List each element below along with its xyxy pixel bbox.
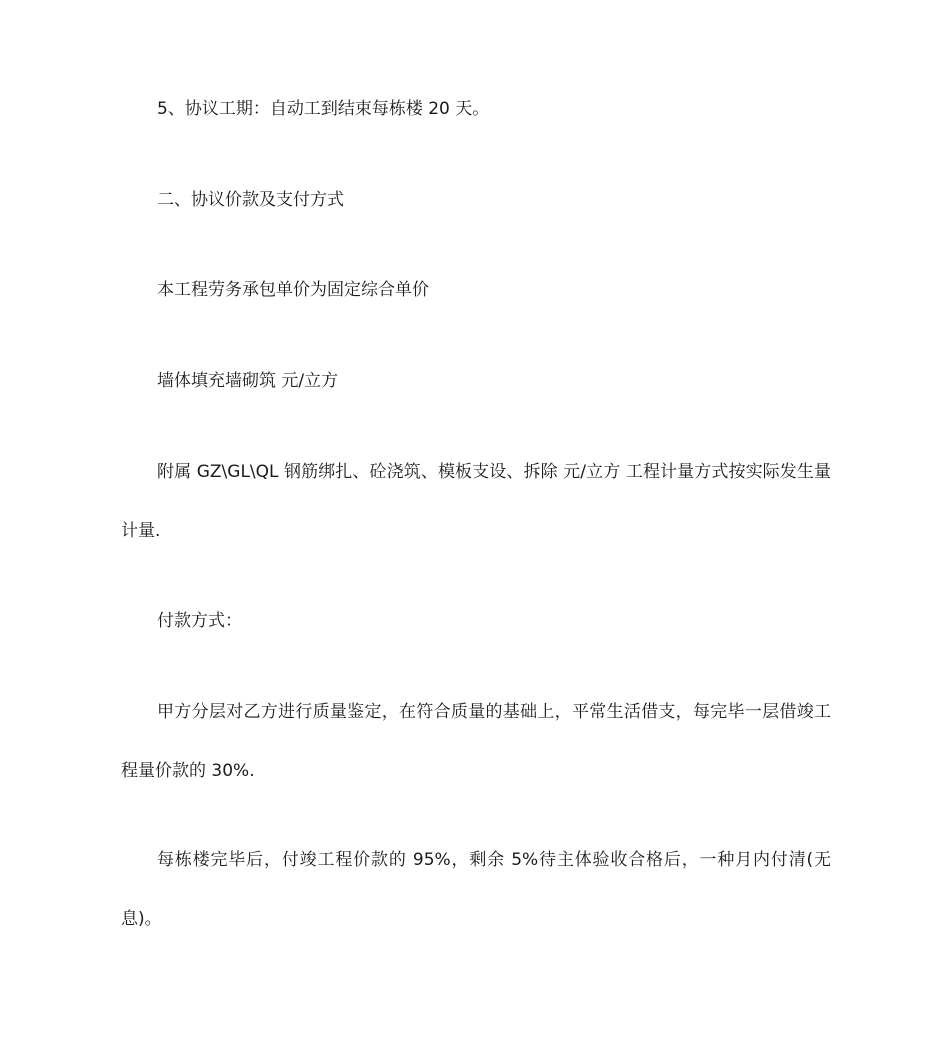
paragraph-ancillary-works: 附属 GZ\GL\QL 钢筋绑扎、砼浇筑、模板支设、拆除 元/立方 工程计量方式按实际发生量计量. <box>121 462 831 541</box>
paragraph-schedule: 5、协议工期：自动工到结束每栋楼 20 天。 <box>157 99 490 119</box>
paragraph-wall-masonry: 墙体填充墙砌筑 元/立方 <box>157 371 339 391</box>
paragraph-final-payment: 每栋楼完毕后，付竣工程价款的 95%，剩余 5%待主体验收合格后，一种月内付清(无息)。 <box>121 850 831 929</box>
paragraph-unit-price: 本工程劳务承包单价为固定综合单价 <box>157 280 429 300</box>
section-heading-payment: 二、协议价款及支付方式 <box>157 190 344 210</box>
paragraph-payment-method-label: 付款方式： <box>157 611 242 631</box>
paragraph-floor-payment: 甲方分层对乙方进行质量鉴定，在符合质量的基础上，平常生活借支，每完毕一层借竣工程量价款的 30%. <box>121 702 831 781</box>
